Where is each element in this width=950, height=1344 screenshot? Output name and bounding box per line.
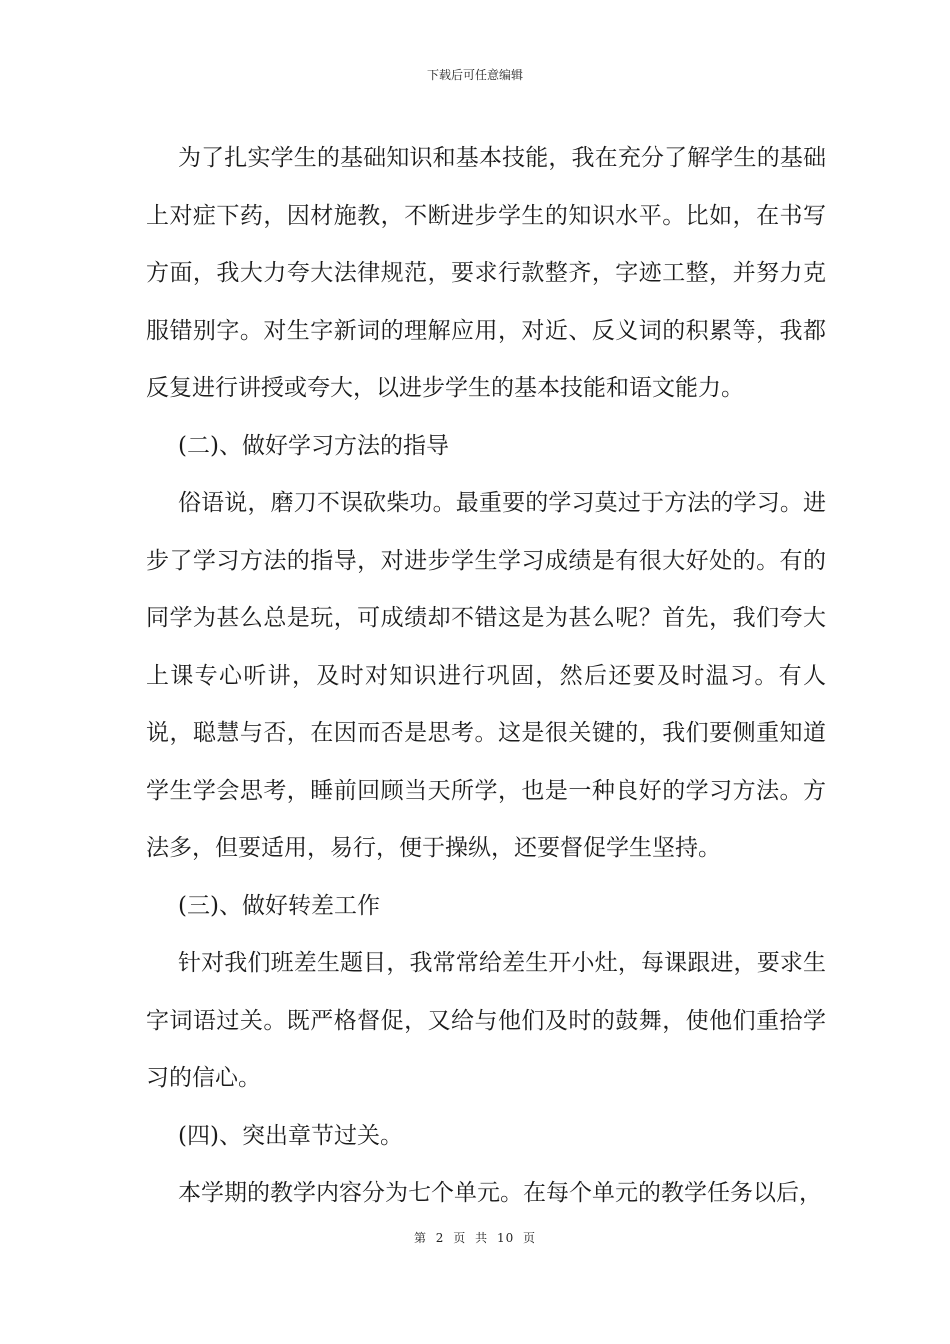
section-heading-chapter-checks: (四)、突出章节过关。 xyxy=(178,1122,403,1149)
page-header: 下载后可任意编辑 xyxy=(426,68,523,82)
footer-total-pages: 10 xyxy=(496,1231,515,1245)
paragraph-study-methods: 俗语说，磨刀不误砍柴功。最重要的学习莫过于方法的学习。进步了学习方法的指导，对进步学生学习成绩是有很大好处的。有的同学为甚么总是玩，可成绩却不错这是为甚么呢？首先，我们夸大上课专心听讲，及时对知识进行巩固，然后还要及时温习。有人说，聪慧与否，在因而否是思考。这是很关键的，我们要侧重知道学生学会思考，睡前回顾当天所学，也是一种良好的学习方法。方法多，但要适用，易行，便于操纵，还要督促学生坚持。 xyxy=(146,490,826,861)
section-heading-study-methods: (二)、做好学习方法的指导 xyxy=(178,432,449,459)
page-footer xyxy=(0,1229,950,1246)
document-body xyxy=(146,130,826,1223)
paragraph-basic-skills: 为了扎实学生的基础知识和基本技能，我在充分了解学生的基础上对症下药，因材施教，不断进步学生的知识水平。比如，在书写方面，我大力夸大法律规范，要求行款整齐，字迹工整，并努力克服错别字。对生字新词的理解应用，对近、反义词的积累等，我都反复进行讲授或夸大，以进步学生的基本技能和语文能力。 xyxy=(146,145,826,401)
footer-page-word: 页 xyxy=(453,1231,467,1245)
footer-total-word: 共 xyxy=(475,1231,489,1245)
footer-suffix: 页 xyxy=(523,1231,537,1245)
footer-prefix: 第 xyxy=(413,1231,427,1245)
paragraph-struggling-students: 针对我们班差生题目，我常常给差生开小灶，每课跟进，要求生字词语过关。既严格督促，又给与他们及时的鼓舞，使他们重拾学习的信心。 xyxy=(146,950,826,1091)
section-heading-struggling-students: (三)、做好转差工作 xyxy=(178,892,380,919)
footer-current-page: 2 xyxy=(435,1231,445,1245)
paragraph-chapter-checks: 本学期的教学内容分为七个单元。在每个单元的教学任务以后， xyxy=(178,1180,822,1206)
